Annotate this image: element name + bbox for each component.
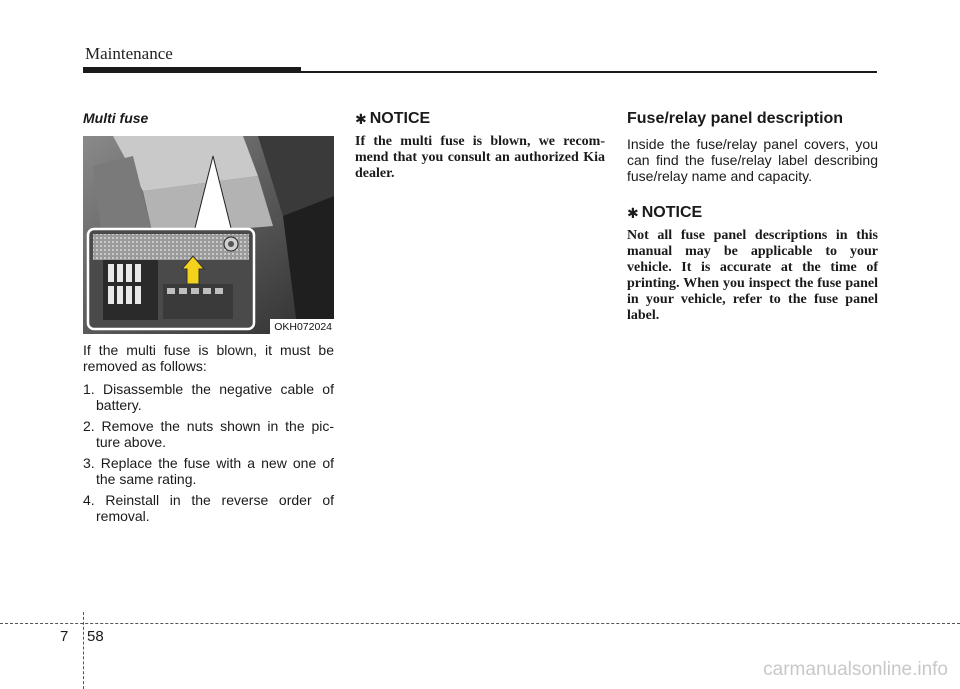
fuse-box-illustration bbox=[83, 136, 334, 334]
multi-fuse-heading: Multi fuse bbox=[83, 110, 149, 126]
chapter-number: 7 bbox=[60, 628, 69, 645]
step-item: 4. Reinstall in the reverse order of removal. bbox=[83, 492, 334, 524]
step-item: 1. Disassemble the negative cable of battery. bbox=[83, 381, 334, 413]
step-item: 2. Remove the nuts shown in the pic- ture above. bbox=[83, 418, 334, 450]
watermark: carmanualsonline.info bbox=[763, 659, 948, 680]
notice-text: If the multi fuse is blown, we recom- mend that you consult an authorized Kia dealer. bbox=[355, 134, 605, 181]
header-bar-thick bbox=[83, 67, 301, 73]
photo-code: OKH072024 bbox=[270, 319, 334, 334]
footer-vertical-divider bbox=[83, 612, 84, 689]
footer-divider bbox=[0, 623, 960, 624]
column-fuse-panel bbox=[627, 110, 878, 324]
multi-fuse-intro: If the multi fuse is blown, it must be removed as follows: bbox=[83, 342, 334, 374]
fuse-panel-body: Inside the fuse/relay panel covers, you can find the fuse/relay label describing fuse/relay name and capacity. bbox=[627, 136, 878, 184]
page-number: 58 bbox=[87, 628, 104, 645]
notice-title-text: NOTICE bbox=[369, 110, 431, 127]
column-notice bbox=[355, 110, 605, 182]
notice-title bbox=[627, 204, 878, 222]
multi-fuse-steps bbox=[83, 381, 334, 524]
fuse-panel-heading: Fuse/relay panel description bbox=[627, 110, 844, 127]
notice-text: Not all fuse panel descriptions in this manual may be applicable to your vehicle. It is accurate at the time of printing. When you inspect the fuse panel in your vehicle, refer to the fuse panel label. bbox=[627, 228, 878, 323]
header-bar-thin bbox=[301, 71, 877, 73]
notice-star-icon: ✱ bbox=[627, 204, 639, 221]
step-item: 3. Replace the fuse with a new one of the same rating. bbox=[83, 455, 334, 487]
page-header-title: Maintenance bbox=[85, 44, 173, 63]
notice-star-icon: ✱ bbox=[355, 110, 367, 127]
notice-title bbox=[355, 110, 605, 128]
fuse-box-photo bbox=[83, 136, 334, 334]
notice-block bbox=[627, 204, 878, 324]
column-multi-fuse bbox=[83, 110, 334, 529]
notice-title-text: NOTICE bbox=[641, 204, 703, 221]
